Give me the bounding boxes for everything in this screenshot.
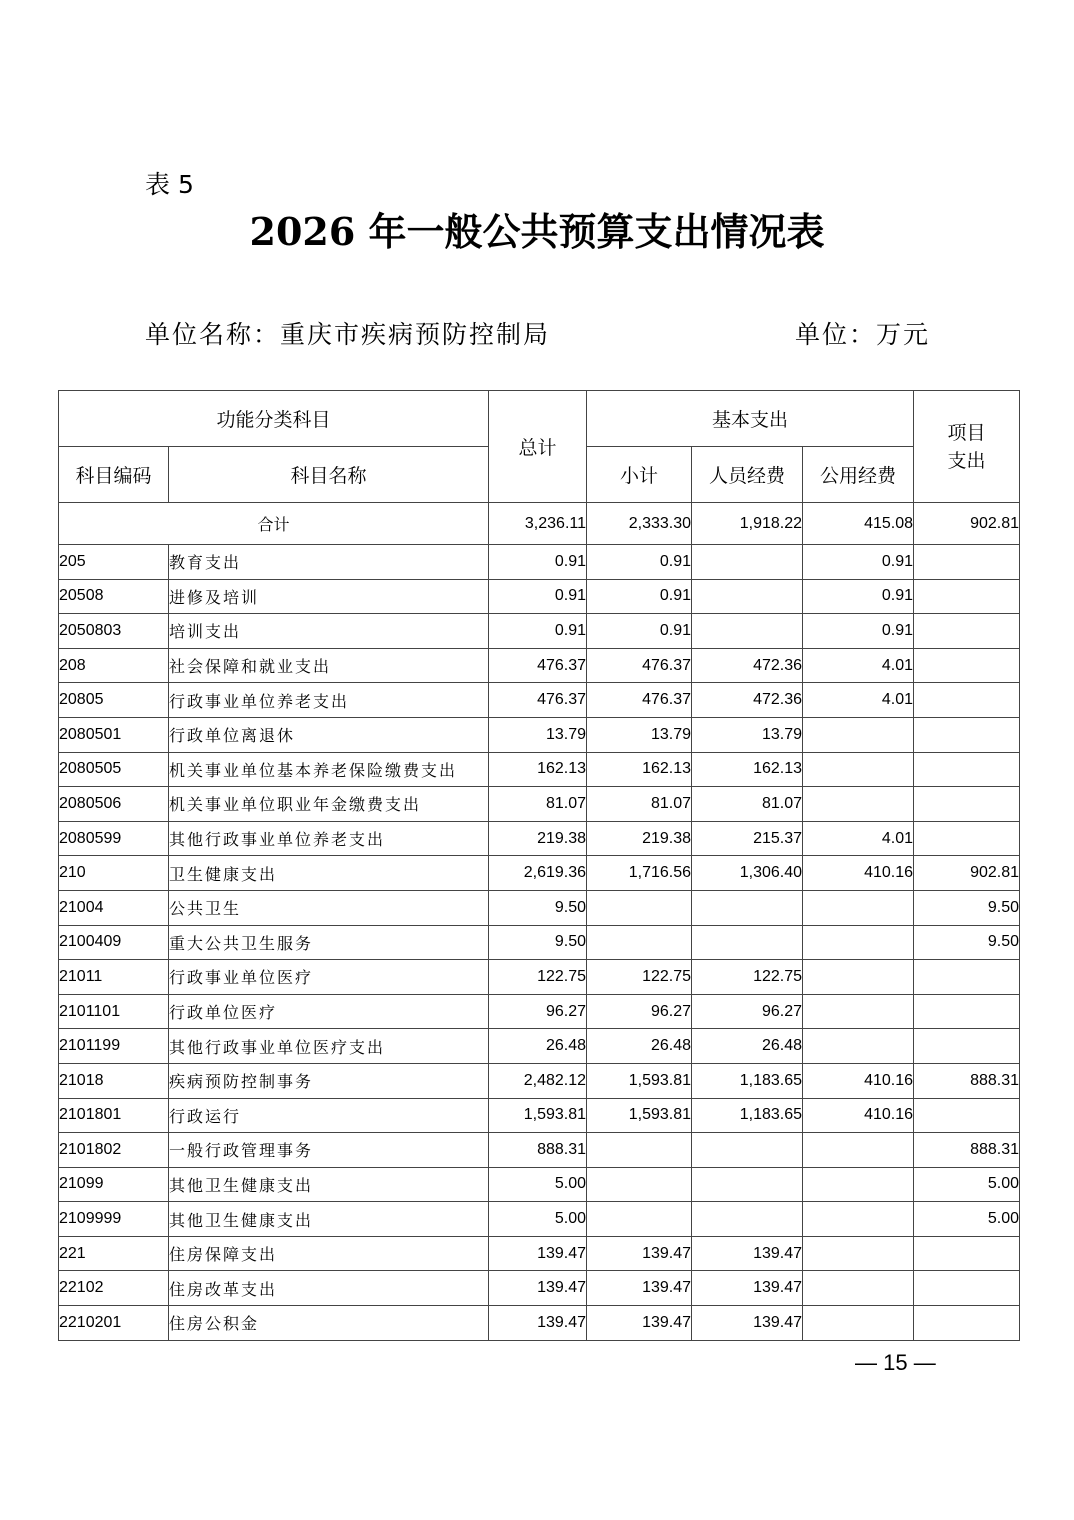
public-cell: 4.01 xyxy=(803,821,914,856)
public-cell xyxy=(803,960,914,995)
table-row xyxy=(59,1133,1020,1168)
total-cell: 162.13 xyxy=(489,752,587,787)
total-cell: 476.37 xyxy=(489,648,587,683)
personnel-cell xyxy=(692,545,803,580)
project-cell xyxy=(914,960,1020,995)
subtotal-cell: 162.13 xyxy=(587,752,692,787)
table-row xyxy=(59,1236,1020,1271)
total-cell: 5.00 xyxy=(489,1202,587,1237)
project-cell: 9.50 xyxy=(914,925,1020,960)
project-cell xyxy=(914,821,1020,856)
public-cell: 0.91 xyxy=(803,579,914,614)
subject-name-cell: 社会保障和就业支出 xyxy=(169,648,489,683)
subtotal-cell: 139.47 xyxy=(587,1271,692,1306)
personnel-cell xyxy=(692,1202,803,1237)
public-cell xyxy=(803,1133,914,1168)
personnel-cell: 122.75 xyxy=(692,960,803,995)
public-cell: 4.01 xyxy=(803,648,914,683)
table-row xyxy=(59,787,1020,822)
personnel-cell: 1,306.40 xyxy=(692,856,803,891)
subtotal-cell: 476.37 xyxy=(587,683,692,718)
personnel-cell: 139.47 xyxy=(692,1236,803,1271)
total-cell: 26.48 xyxy=(489,1029,587,1064)
table-row xyxy=(59,648,1020,683)
subtotal-cell: 476.37 xyxy=(587,648,692,683)
total-subtotal: 2,333.30 xyxy=(587,503,692,545)
subject-code-cell: 210 xyxy=(59,856,169,891)
project-cell xyxy=(914,717,1020,752)
table-row xyxy=(59,752,1020,787)
subject-name-cell: 其他卫生健康支出 xyxy=(169,1167,489,1202)
subject-name-cell: 其他卫生健康支出 xyxy=(169,1202,489,1237)
subject-code-cell: 221 xyxy=(59,1236,169,1271)
subject-name-cell: 机关事业单位基本养老保险缴费支出 xyxy=(169,752,489,787)
table-row xyxy=(59,856,1020,891)
public-cell xyxy=(803,787,914,822)
table-row xyxy=(59,1098,1020,1133)
public-cell xyxy=(803,1167,914,1202)
total-cell: 139.47 xyxy=(489,1306,587,1341)
subject-code-cell: 2101199 xyxy=(59,1029,169,1064)
total-cell: 219.38 xyxy=(489,821,587,856)
subject-code-cell: 2080501 xyxy=(59,717,169,752)
public-cell: 410.16 xyxy=(803,1098,914,1133)
table-row xyxy=(59,1063,1020,1098)
project-cell xyxy=(914,648,1020,683)
subtotal-cell xyxy=(587,1133,692,1168)
subject-name-cell: 进修及培训 xyxy=(169,579,489,614)
total-cell: 81.07 xyxy=(489,787,587,822)
subject-name-cell: 住房公积金 xyxy=(169,1306,489,1341)
table-row xyxy=(59,960,1020,995)
subtotal-cell xyxy=(587,1167,692,1202)
subject-name-cell: 公共卫生 xyxy=(169,890,489,925)
table-row xyxy=(59,821,1020,856)
public-cell xyxy=(803,1202,914,1237)
subject-code-cell: 2101802 xyxy=(59,1133,169,1168)
table-label: 表 5 xyxy=(145,170,194,199)
public-cell xyxy=(803,717,914,752)
subtotal-cell: 0.91 xyxy=(587,614,692,649)
subject-code-cell: 20805 xyxy=(59,683,169,718)
personnel-cell xyxy=(692,579,803,614)
subtotal-cell: 0.91 xyxy=(587,545,692,580)
project-cell: 888.31 xyxy=(914,1063,1020,1098)
public-cell xyxy=(803,1306,914,1341)
subject-code-cell: 21011 xyxy=(59,960,169,995)
table-row xyxy=(59,1202,1020,1237)
public-cell xyxy=(803,925,914,960)
subject-name-cell: 住房改革支出 xyxy=(169,1271,489,1306)
personnel-cell: 1,183.65 xyxy=(692,1063,803,1098)
subtotal-cell: 81.07 xyxy=(587,787,692,822)
subtotal-cell: 122.75 xyxy=(587,960,692,995)
personnel-cell xyxy=(692,1133,803,1168)
project-cell: 5.00 xyxy=(914,1202,1020,1237)
total-cell: 2,482.12 xyxy=(489,1063,587,1098)
total-personnel: 1,918.22 xyxy=(692,503,803,545)
public-cell xyxy=(803,752,914,787)
total-cell: 476.37 xyxy=(489,683,587,718)
total-public: 415.08 xyxy=(803,503,914,545)
header-personnel: 人员经费 xyxy=(692,447,803,503)
project-cell xyxy=(914,579,1020,614)
subtotal-cell: 1,716.56 xyxy=(587,856,692,891)
personnel-cell xyxy=(692,1167,803,1202)
subject-code-cell: 2109999 xyxy=(59,1202,169,1237)
subtotal-cell: 13.79 xyxy=(587,717,692,752)
subject-name-cell: 住房保障支出 xyxy=(169,1236,489,1271)
total-total: 3,236.11 xyxy=(489,503,587,545)
subtotal-cell xyxy=(587,925,692,960)
table-row xyxy=(59,1271,1020,1306)
page-title: 2026 年一般公共预算支出情况表 xyxy=(249,209,825,254)
subtotal-cell xyxy=(587,1202,692,1237)
table-row xyxy=(59,890,1020,925)
total-cell: 0.91 xyxy=(489,614,587,649)
project-cell xyxy=(914,683,1020,718)
subject-code-cell: 2050803 xyxy=(59,614,169,649)
subject-code-cell: 20508 xyxy=(59,579,169,614)
total-project: 902.81 xyxy=(914,503,1020,545)
public-cell: 410.16 xyxy=(803,1063,914,1098)
personnel-cell: 13.79 xyxy=(692,717,803,752)
personnel-cell: 215.37 xyxy=(692,821,803,856)
subtotal-cell: 219.38 xyxy=(587,821,692,856)
public-cell xyxy=(803,1271,914,1306)
personnel-cell: 96.27 xyxy=(692,994,803,1029)
header-functional-category: 功能分类科目 xyxy=(59,391,489,447)
project-cell xyxy=(914,614,1020,649)
subject-code-cell: 2101801 xyxy=(59,1098,169,1133)
total-cell: 122.75 xyxy=(489,960,587,995)
personnel-cell: 81.07 xyxy=(692,787,803,822)
subject-name-cell: 重大公共卫生服务 xyxy=(169,925,489,960)
subject-code-cell: 2080506 xyxy=(59,787,169,822)
total-cell: 9.50 xyxy=(489,890,587,925)
total-cell: 888.31 xyxy=(489,1133,587,1168)
project-cell xyxy=(914,1306,1020,1341)
project-cell xyxy=(914,1271,1020,1306)
subject-code-cell: 2101101 xyxy=(59,994,169,1029)
total-cell: 139.47 xyxy=(489,1236,587,1271)
project-cell xyxy=(914,545,1020,580)
project-cell: 902.81 xyxy=(914,856,1020,891)
total-cell: 0.91 xyxy=(489,545,587,580)
header-subject-name: 科目名称 xyxy=(169,447,489,503)
budget-table xyxy=(58,390,1020,1341)
total-cell: 1,593.81 xyxy=(489,1098,587,1133)
total-cell: 9.50 xyxy=(489,925,587,960)
personnel-cell xyxy=(692,925,803,960)
subtotal-cell: 1,593.81 xyxy=(587,1063,692,1098)
subject-name-cell: 行政单位离退休 xyxy=(169,717,489,752)
header-project-expenditure: 项目 支出 xyxy=(914,391,1020,503)
table-row xyxy=(59,614,1020,649)
subject-code-cell: 21018 xyxy=(59,1063,169,1098)
project-cell: 5.00 xyxy=(914,1167,1020,1202)
subject-name-cell: 其他行政事业单位养老支出 xyxy=(169,821,489,856)
subject-name-cell: 教育支出 xyxy=(169,545,489,580)
subject-code-cell: 205 xyxy=(59,545,169,580)
subject-name-cell: 其他行政事业单位医疗支出 xyxy=(169,1029,489,1064)
subtotal-cell: 1,593.81 xyxy=(587,1098,692,1133)
personnel-cell: 1,183.65 xyxy=(692,1098,803,1133)
subject-name-cell: 行政事业单位养老支出 xyxy=(169,683,489,718)
public-cell xyxy=(803,1029,914,1064)
subject-name-cell: 行政单位医疗 xyxy=(169,994,489,1029)
table-row xyxy=(59,717,1020,752)
subtotal-cell: 0.91 xyxy=(587,579,692,614)
table-row xyxy=(59,579,1020,614)
header-subtotal: 小计 xyxy=(587,447,692,503)
subtotal-cell: 96.27 xyxy=(587,994,692,1029)
total-cell: 139.47 xyxy=(489,1271,587,1306)
public-cell: 0.91 xyxy=(803,614,914,649)
project-cell xyxy=(914,994,1020,1029)
unit-label: 单位：万元 xyxy=(795,320,931,349)
subject-code-cell: 2100409 xyxy=(59,925,169,960)
subtotal-cell: 139.47 xyxy=(587,1236,692,1271)
subject-name-cell: 疾病预防控制事务 xyxy=(169,1063,489,1098)
subject-name-cell: 培训支出 xyxy=(169,614,489,649)
header-total: 总计 xyxy=(489,391,587,503)
subject-code-cell: 2210201 xyxy=(59,1306,169,1341)
subtotal-cell: 139.47 xyxy=(587,1306,692,1341)
subject-name-cell: 一般行政管理事务 xyxy=(169,1133,489,1168)
project-cell xyxy=(914,787,1020,822)
subject-name-cell: 行政运行 xyxy=(169,1098,489,1133)
header-public: 公用经费 xyxy=(803,447,914,503)
personnel-cell: 26.48 xyxy=(692,1029,803,1064)
subject-code-cell: 2080599 xyxy=(59,821,169,856)
unit-name: 单位名称：重庆市疾病预防控制局 xyxy=(145,320,551,349)
subject-code-cell: 2080505 xyxy=(59,752,169,787)
subject-name-cell: 机关事业单位职业年金缴费支出 xyxy=(169,787,489,822)
header-subject-code: 科目编码 xyxy=(59,447,169,503)
total-cell: 13.79 xyxy=(489,717,587,752)
total-cell: 96.27 xyxy=(489,994,587,1029)
public-cell xyxy=(803,994,914,1029)
table-row xyxy=(59,1029,1020,1064)
project-cell xyxy=(914,1236,1020,1271)
total-cell: 5.00 xyxy=(489,1167,587,1202)
table-row xyxy=(59,1306,1020,1341)
public-cell xyxy=(803,1236,914,1271)
page-number: — 15 — xyxy=(855,1350,936,1375)
public-cell: 4.01 xyxy=(803,683,914,718)
subtotal-cell: 26.48 xyxy=(587,1029,692,1064)
table-row xyxy=(59,1167,1020,1202)
table-row xyxy=(59,994,1020,1029)
project-cell xyxy=(914,752,1020,787)
total-row xyxy=(59,503,1020,545)
table-row xyxy=(59,683,1020,718)
subject-code-cell: 22102 xyxy=(59,1271,169,1306)
public-cell: 0.91 xyxy=(803,545,914,580)
table-row xyxy=(59,545,1020,580)
subtotal-cell xyxy=(587,890,692,925)
subject-code-cell: 208 xyxy=(59,648,169,683)
subject-name-cell: 行政事业单位医疗 xyxy=(169,960,489,995)
personnel-cell: 472.36 xyxy=(692,683,803,718)
personnel-cell xyxy=(692,890,803,925)
personnel-cell: 139.47 xyxy=(692,1306,803,1341)
subject-name-cell: 卫生健康支出 xyxy=(169,856,489,891)
public-cell: 410.16 xyxy=(803,856,914,891)
personnel-cell xyxy=(692,614,803,649)
project-cell xyxy=(914,1029,1020,1064)
public-cell xyxy=(803,890,914,925)
subject-code-cell: 21004 xyxy=(59,890,169,925)
personnel-cell: 472.36 xyxy=(692,648,803,683)
project-cell: 888.31 xyxy=(914,1133,1020,1168)
table-row xyxy=(59,925,1020,960)
project-cell xyxy=(914,1098,1020,1133)
header-basic-expenditure: 基本支出 xyxy=(587,391,914,447)
personnel-cell: 162.13 xyxy=(692,752,803,787)
total-cell: 2,619.36 xyxy=(489,856,587,891)
project-cell: 9.50 xyxy=(914,890,1020,925)
total-cell: 0.91 xyxy=(489,579,587,614)
total-label: 合计 xyxy=(59,503,489,545)
subject-code-cell: 21099 xyxy=(59,1167,169,1202)
personnel-cell: 139.47 xyxy=(692,1271,803,1306)
